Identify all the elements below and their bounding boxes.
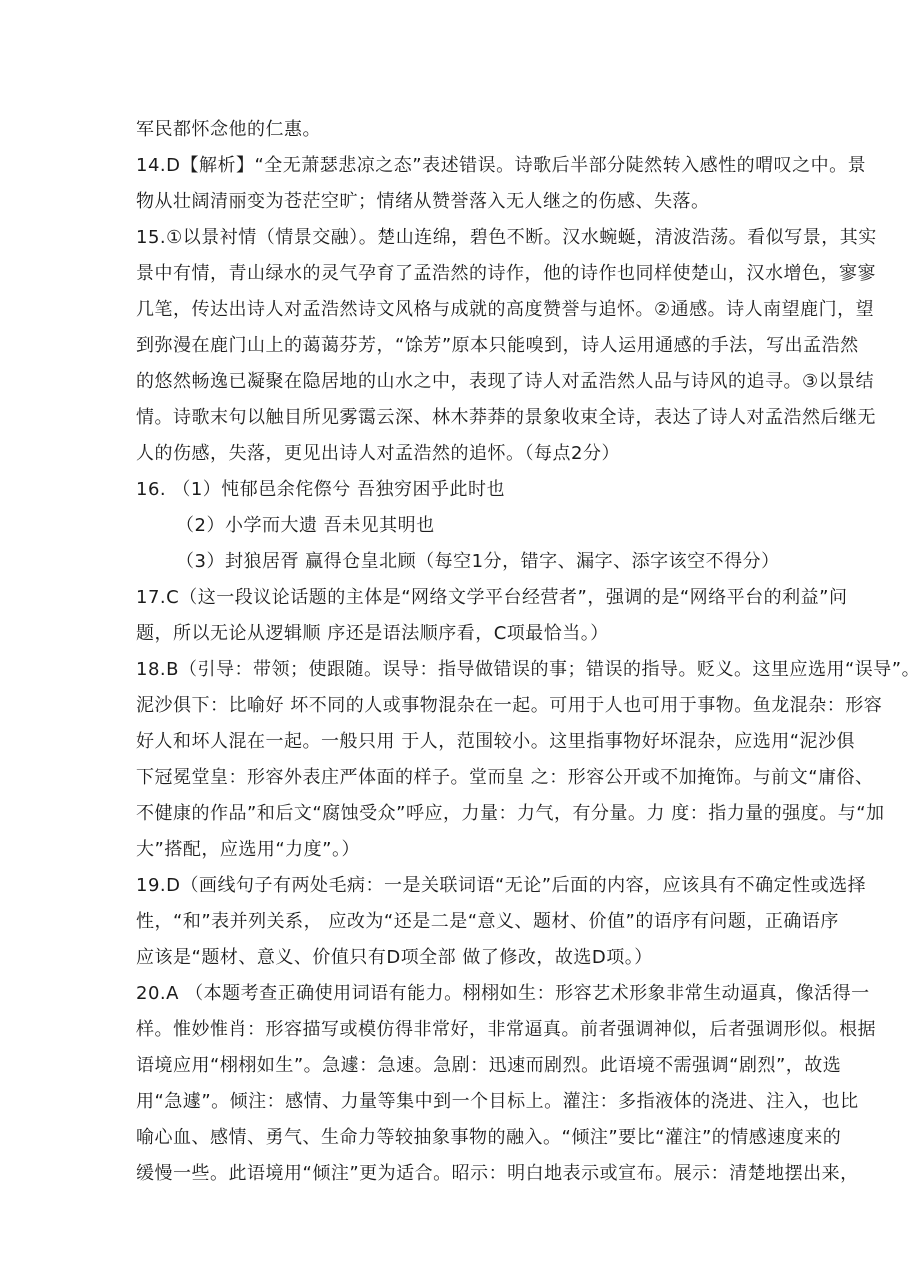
- text-line: 的悠然畅逸已凝聚在隐居地的山水之中，表现了诗人对孟浩然人品与诗风的追寻。③以景结: [136, 371, 875, 392]
- text-line: 物从壮阔清丽变为苍茫空旷；情绪从赞誉落入无人继之的伤感、失落。: [136, 191, 710, 212]
- text-line: 情。诗歌末句以触目所见雾霭云深、林木莽莽的景象收束全诗，表达了诗人对孟浩然后继无: [136, 407, 876, 428]
- answer-15-line: 15.①以景衬情（情景交融）。楚山连绵，碧色不断。汉水蜿蜒，清波浩荡。看似写景，其实: [136, 227, 877, 248]
- answer-17-line: 17.C（这一段议论话题的主体是“网络文学平台经营者”，强调的是“网络平台的利益”问: [136, 587, 848, 608]
- text-line: 好人和坏人混在一起。一般只用 于人，范围较小。这里指事物好坏混杂，应选用“泥沙俱: [136, 731, 856, 752]
- text-line: 人的伤感，失落，更见出诗人对孟浩然的追怀。（每点2分）: [136, 443, 620, 464]
- text-line: 题，所以无论从逻辑顺 序还是语法顺序看，C项最恰当。）: [136, 623, 609, 644]
- text-line: 用“急遽”。倾注：感情、力量等集中到一个目标上。灌注：多指液体的浇进、注入，也比: [136, 1091, 859, 1112]
- text-line: 大”搭配，应选用“力度”。）: [136, 839, 360, 860]
- text-line: 下冠冕堂皇：形容外表庄严体面的样子。堂而皇 之：形容公开或不加掩饰。与前文“庸俗、: [136, 767, 874, 788]
- answer-19-line: 19.D（画线句子有两处毛病：一是关联词语“无论”后面的内容，应该具有不确定性或选择: [136, 875, 867, 896]
- answer-16-line: 16. （1）忳郁邑余侘傺兮 吾独穷困乎此时也: [136, 479, 506, 500]
- text-line: 军民都怀念他的仁惠。: [136, 119, 321, 140]
- text-line: 几笔，传达出诗人对孟浩然诗文风格与成就的高度赞誉与追怀。②通感。诗人南望鹿门，望: [136, 299, 875, 320]
- answer-16-item-2: （2）小学而大遗 吾未见其明也: [176, 515, 435, 536]
- text-line: 到弥漫在鹿门山上的蔼蔼芬芳，“馀芳”原本只能嗅到，诗人运用通感的手法，写出孟浩然: [136, 335, 859, 356]
- text-line: 缓慢一些。此语境用“倾注”更为适合。昭示：明白地表示或宣布。展示：清楚地摆出来，: [136, 1163, 859, 1184]
- answer-18-line: 18.B（引导：带领；使跟随。误导：指导做错误的事；错误的指导。贬义。这里应选用“误导”。: [136, 659, 920, 680]
- text-line: 性，“和”表并列关系， 应改为“还是二是“意义、题材、价值”的语序有问题，正确语序: [136, 911, 839, 932]
- text-line: 语境应用“栩栩如生”。急遽：急速。急剧：迅速而剧烈。此语境不需强调“剧烈”，故选: [136, 1055, 842, 1076]
- answer-20-line: 20.A （本题考查正确使用词语有能力。栩栩如生：形容艺术形象非常生动逼真，像活得一: [136, 983, 870, 1004]
- answer-text-body: [136, 112, 920, 1192]
- text-line: 应该是“题材、意义、价值只有D项全部 做了修改，故选D项。）: [136, 947, 653, 968]
- text-line: 喻心血、感情、勇气、生命力等较抽象事物的融入。“倾注”要比“灌注”的情感速度来的: [136, 1127, 842, 1148]
- answer-16-item-3: （3）封狼居胥 赢得仓皇北顾（每空1分，错字、漏字、添字该空不得分）: [176, 551, 780, 572]
- text-line: 样。惟妙惟肖：形容描写或模仿得非常好，非常逼真。前者强调神似，后者强调形似。根据: [136, 1019, 876, 1040]
- text-line: 泥沙俱下：比喻好 坏不同的人或事物混杂在一起。可用于人也可用于事物。鱼龙混杂：形容: [136, 695, 883, 716]
- answer-14-line: 14.D【解析】“全无萧瑟悲凉之态”表述错误。诗歌后半部分陡然转入感性的喟叹之中。景: [136, 155, 867, 176]
- text-line: 景中有情，青山绿水的灵气孕育了孟浩然的诗作，他的诗作也同样使楚山，汉水增色，寥寥: [136, 263, 876, 284]
- text-line: 不健康的作品”和后文“腐蚀受众”呼应，力量：力气，有分量。力 度：指力量的强度。与“加: [136, 803, 885, 824]
